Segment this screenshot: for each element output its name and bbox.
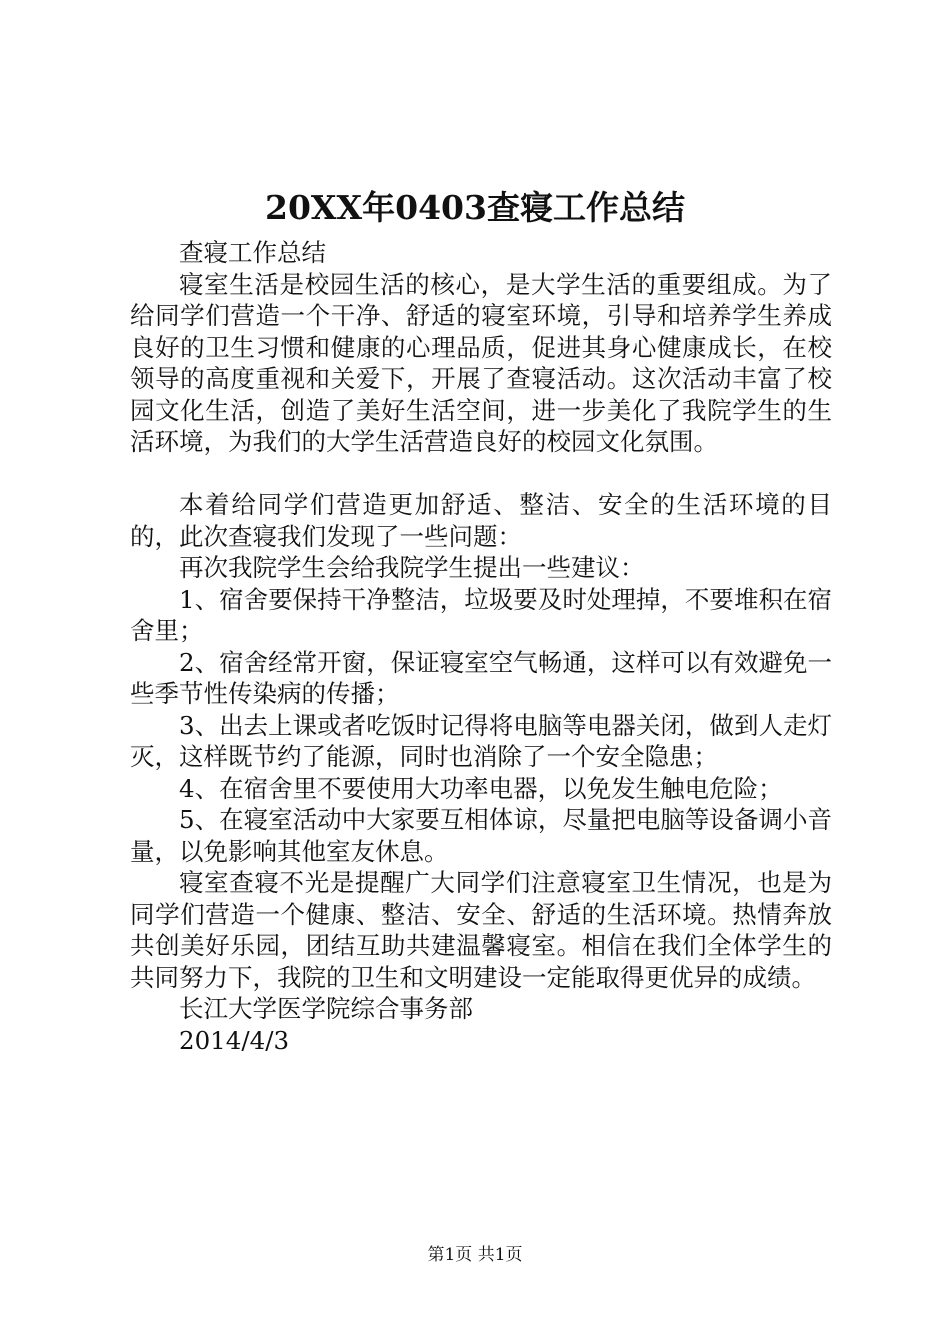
document-heading: 查寝工作总结 [179, 238, 326, 267]
paragraph-conclusion: 寝室查寝不光是提醒广大同学们注意寝室卫生情况，也是为同学们营造一个健康、整洁、安全、舒适的生活环境。热情奔放共创美好乐园，团结互助共建温馨寝室。相信在我们全体学生的共同努力下，我院的卫生和文明建设一定能取得更优异的成绩。 [130, 868, 832, 992]
paragraph-intro: 寝室生活是校园生活的核心，是大学生活的重要组成。为了给同学们营造一个干净、舒适的寝室环境，引导和培养学生养成良好的卫生习惯和健康的心理品质，促进其身心健康成长，在校领导的高度重视和关爱下，开展了查寝活动。这次活动丰富了校园文化生活，创造了美好生活空间，进一步美化了我院学生的生活环境，为我们的大学生活营造良好的校园文化氛围。 [130, 269, 832, 456]
document-body [130, 237, 832, 1056]
paragraph-suggestions-intro: 再次我院学生会给我院学生提出一些建议： [179, 553, 645, 582]
signature: 长江大学医学院综合事务部 [179, 994, 473, 1023]
document-title: 20XX年0403查寝工作总结 [265, 188, 685, 227]
paragraph-purpose: 本着给同学们营造更加舒适、整洁、安全的生活环境的目的，此次查寝我们发现了一些问题： [130, 490, 832, 551]
page-number-footer: 第1页 共1页 [427, 1245, 523, 1265]
suggestion-item-4: 4、在宿舍里不要使用大功率电器，以免发生触电危险； [179, 773, 783, 803]
document-date: 2014/4/3 [179, 1025, 290, 1055]
suggestion-item-3: 3、出去上课或者吃饭时记得将电脑等电器关闭，做到人走灯灭，这样既节约了能源，同时也消除了一个安全隐患； [130, 710, 832, 771]
suggestion-item-5: 5、在寝室活动中大家要互相体谅，尽量把电脑等设备调小音量，以免影响其他室友休息。 [130, 805, 832, 866]
suggestion-item-1: 1、宿舍要保持干净整洁，垃圾要及时处理掉，不要堆积在宿舍里； [130, 584, 832, 645]
suggestion-item-2: 2、宿舍经常开窗，保证寝室空气畅通，这样可以有效避免一些季节性传染病的传播； [130, 647, 832, 708]
